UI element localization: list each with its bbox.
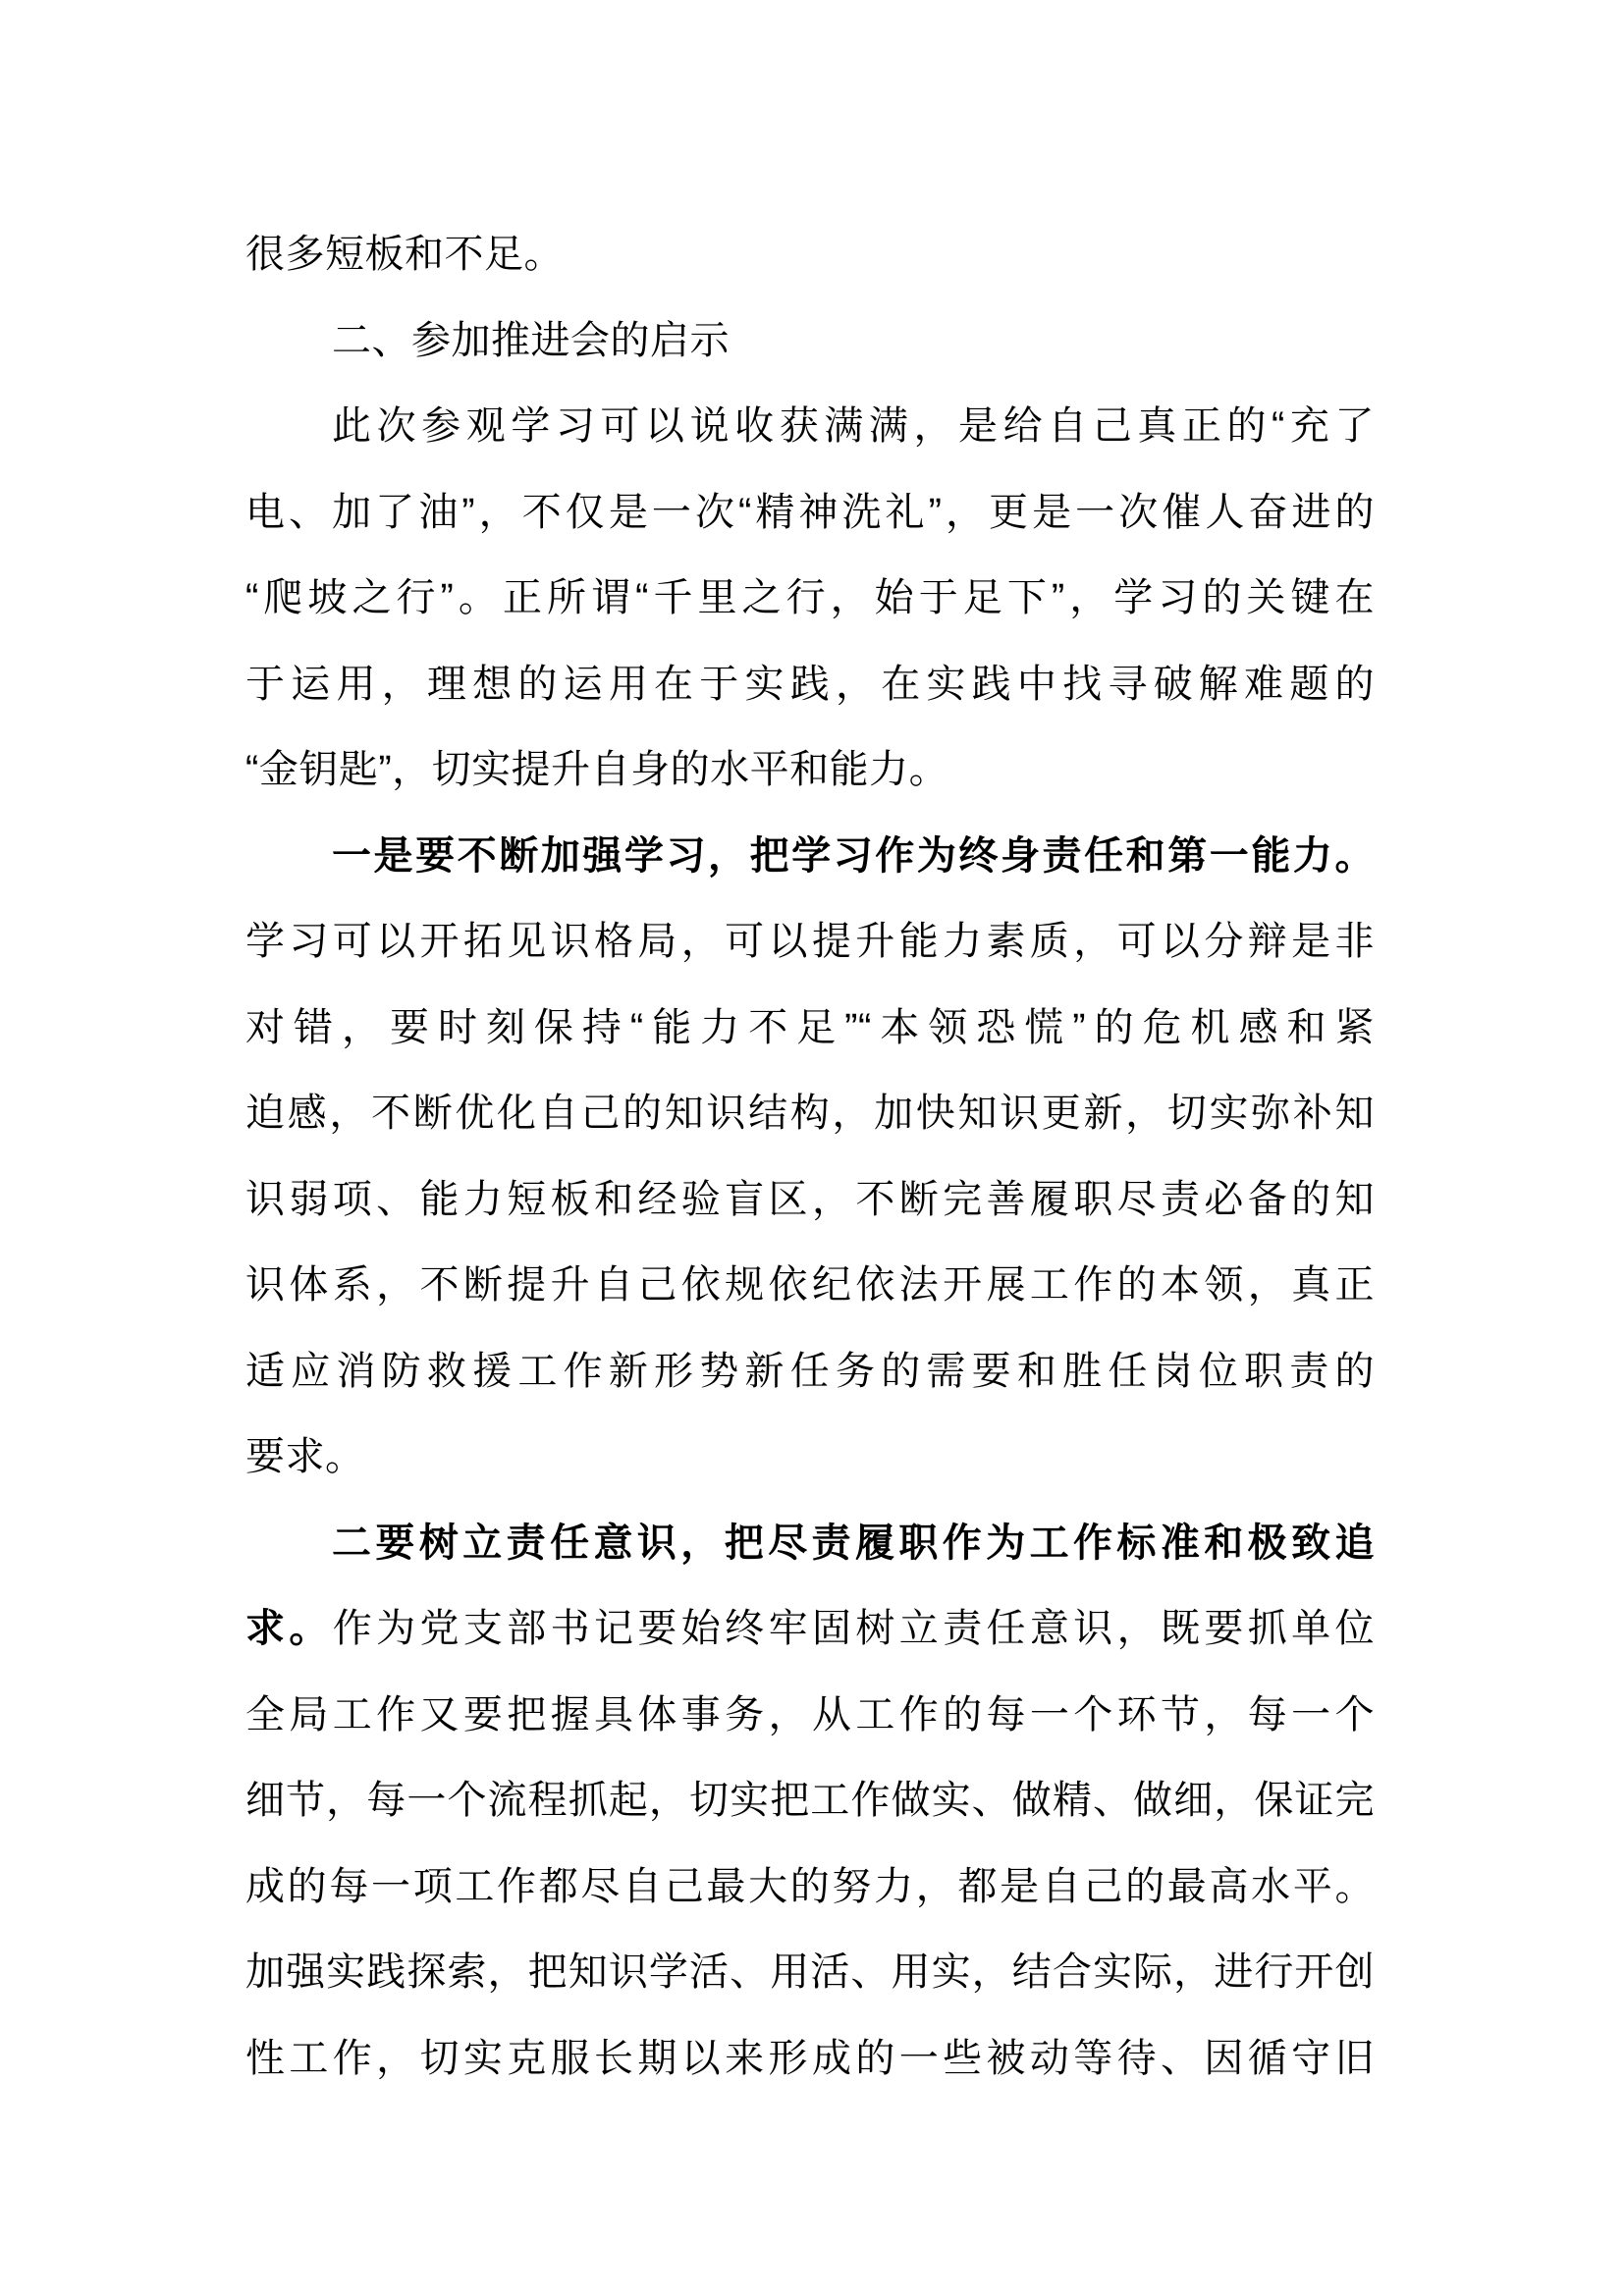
text-line	[245, 1071, 1375, 1157]
text-segment: 识体系，不断提升自己依规依纪依法开展工作的本领，真正	[245, 1263, 1375, 1307]
text-line	[245, 1329, 1375, 1415]
text-segment: 加强实践探索，把知识学活、用活、用实，结合实际，进行开创	[245, 1950, 1375, 1994]
text-line	[245, 470, 1375, 557]
text-segment: 识弱项、能力短板和经验盲区，不断完善履职尽责必备的知	[245, 1177, 1375, 1221]
text-line	[245, 1157, 1375, 1244]
text-line	[245, 556, 1375, 642]
text-segment: 成的每一项工作都尽自己最大的努力，都是自己的最高水平。	[245, 1864, 1375, 1908]
text-line	[245, 384, 1375, 470]
text-line	[245, 298, 1375, 385]
text-segment: 作为党支部书记要始终牢固树立责任意识，既要抓单位	[332, 1607, 1375, 1650]
text-line	[245, 1586, 1375, 1673]
text-line	[245, 986, 1375, 1072]
text-line	[245, 814, 1375, 900]
text-segment: 要求。	[245, 1435, 365, 1478]
text-segment-bold: 一是要不断加强学习，把学习作为终身责任和第一能力。	[332, 833, 1375, 878]
text-segment: 于运用，理想的运用在于实践，在实践中找寻破解难题的	[245, 662, 1375, 706]
document-body	[245, 212, 1375, 2102]
text-segment-bold: 求。	[245, 1607, 333, 1650]
text-segment: 此次参观学习可以说收获满满，是给自己真正的“充了	[332, 404, 1375, 448]
text-segment: 迫感，不断优化自己的知识结构，加快知识更新，切实弥补知	[245, 1092, 1375, 1135]
text-segment: 性工作，切实克服长期以来形成的一些被动等待、因循守旧	[245, 2036, 1375, 2080]
text-line	[245, 1930, 1375, 2016]
text-segment-bold: 二要树立责任意识，把尽责履职作为工作标准和极致追	[332, 1521, 1375, 1565]
text-segment: “金钥匙”，切实提升自身的水平和能力。	[245, 748, 949, 791]
text-line	[245, 2016, 1375, 2103]
text-line	[245, 1501, 1375, 1587]
text-segment: 二、参加推进会的启示	[332, 318, 730, 362]
text-segment: 全局工作又要把握具体事务，从工作的每一个环节，每一个	[245, 1692, 1375, 1736]
text-line	[245, 1673, 1375, 1759]
text-line	[245, 212, 1375, 298]
text-line	[245, 727, 1375, 814]
text-line	[245, 1243, 1375, 1329]
text-segment: “爬坡之行”。正所谓“千里之行，始于足下”，学习的关键在	[245, 576, 1375, 619]
text-segment: 电、加了油”，不仅是一次“精神洗礼”，更是一次催人奋进的	[245, 490, 1375, 534]
text-segment: 适应消防救援工作新形势新任务的需要和胜任岗位职责的	[245, 1349, 1375, 1393]
text-segment: 对错，要时刻保持“能力不足”“本领恐慌”的危机感和紧	[245, 1005, 1375, 1049]
text-segment: 细节，每一个流程抓起，切实把工作做实、做精、做细，保证完	[245, 1779, 1375, 1822]
text-line	[245, 899, 1375, 986]
text-segment: 学习可以开拓见识格局，可以提升能力素质，可以分辩是非	[245, 920, 1375, 963]
text-line	[245, 1758, 1375, 1844]
text-line	[245, 1844, 1375, 1931]
text-line	[245, 642, 1375, 728]
text-segment: 很多短板和不足。	[245, 233, 564, 276]
text-line	[245, 1415, 1375, 1501]
